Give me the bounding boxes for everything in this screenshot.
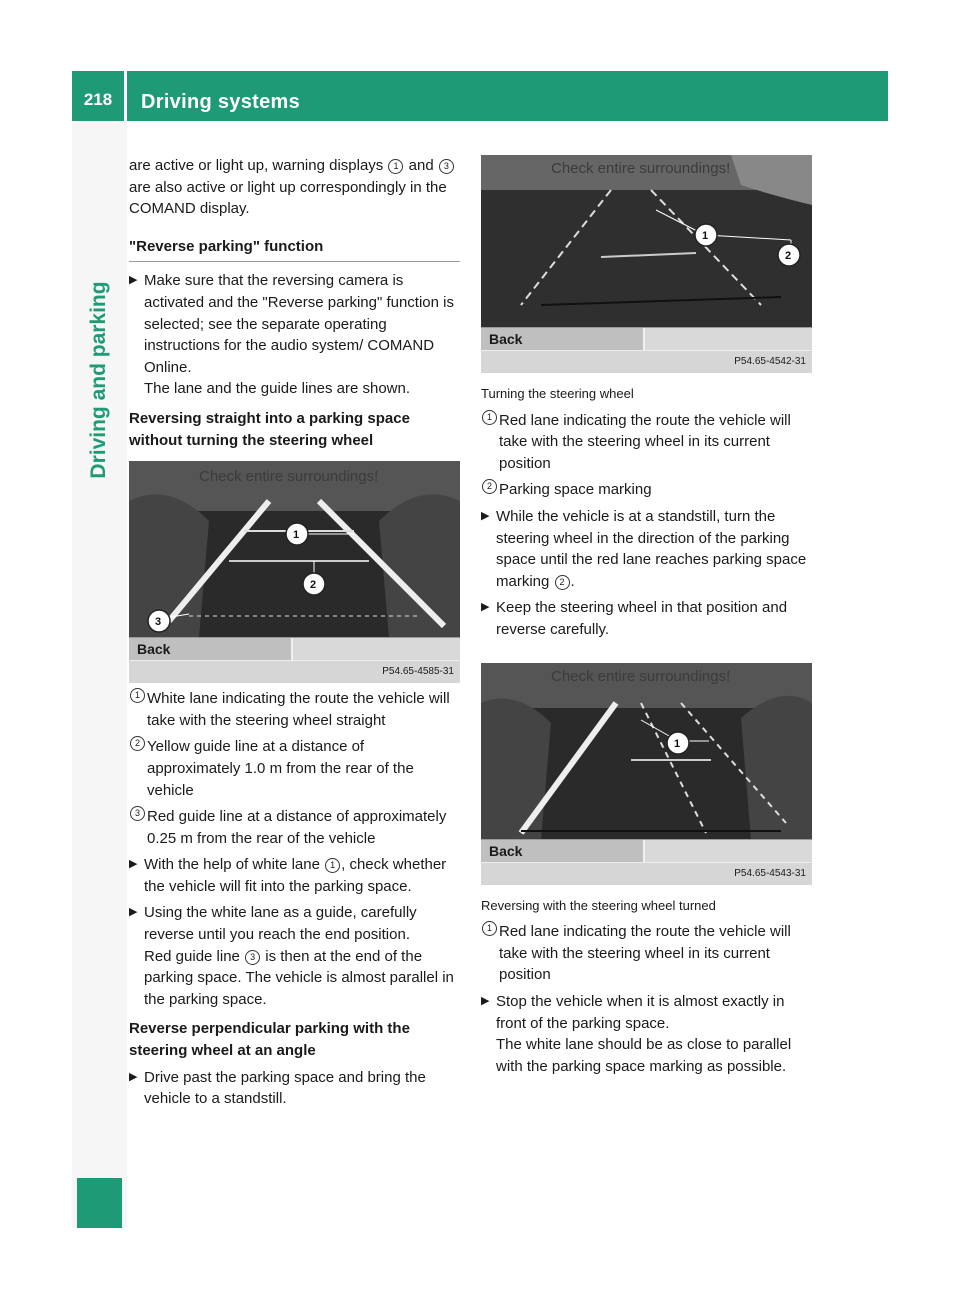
marker-3 bbox=[148, 610, 170, 632]
legend-text: Red lane indicating the route the vehicle will take with the steering wheel in its current position bbox=[499, 411, 791, 472]
triangle-right-icon: ▶ bbox=[129, 858, 138, 871]
legend-text: Parking space marking bbox=[499, 481, 652, 499]
legend-text: Red lane indicating the route the vehicle will take with the steering wheel in its current position bbox=[499, 923, 791, 984]
marker-1 bbox=[286, 523, 308, 545]
marker-1 bbox=[667, 732, 689, 754]
marker-1 bbox=[695, 224, 717, 246]
intro-text-c: are also active or light up correspondingly bbox=[129, 178, 406, 196]
svg-text:1: 1 bbox=[293, 529, 300, 542]
figure-caption: Reversing with the steering wheel turned bbox=[481, 897, 716, 913]
svg-text:1: 1 bbox=[702, 230, 709, 242]
camera-screen-straight bbox=[129, 461, 460, 683]
step-text: Drive past the parking space and bring the vehicle to a standstill. bbox=[144, 1068, 426, 1108]
camera-bar bbox=[129, 637, 460, 660]
marker-2: 2 bbox=[130, 736, 145, 751]
step-text: Stop the vehicle when it is almost exactly in front of the parking space. bbox=[496, 992, 785, 1032]
triangle-right-icon: ▶ bbox=[129, 906, 138, 919]
subheading: Reversing straight into a parking space without turning the steering wheel bbox=[129, 409, 410, 449]
triangle-right-icon: ▶ bbox=[129, 274, 138, 287]
intro-paragraph bbox=[129, 155, 460, 220]
camera-bar bbox=[481, 839, 812, 862]
figure-caption: Turning the steering wheel bbox=[481, 386, 634, 401]
step-item bbox=[481, 597, 812, 640]
image-reference: P54.65-4542-31 bbox=[481, 350, 812, 373]
step-text: While the vehicle is at a standstill, turn the steering wheel in the direction of the parking space until the red lane reaches parking space marking bbox=[496, 507, 807, 590]
step-result: The white lane should be as close to parallel with the parking space marking as possible. bbox=[496, 1036, 792, 1075]
marker-3: 3 bbox=[245, 950, 260, 965]
marker-3: 3 bbox=[439, 159, 454, 174]
legend-item bbox=[481, 479, 812, 501]
marker-3: 3 bbox=[130, 806, 145, 821]
camera-overlay-text: Check entire surroundings! bbox=[551, 160, 731, 177]
svg-text:3: 3 bbox=[155, 616, 162, 629]
legend-item bbox=[481, 410, 812, 475]
side-tab-marker bbox=[77, 1178, 122, 1228]
marker-2 bbox=[303, 573, 325, 595]
step-result bbox=[144, 946, 460, 1011]
back-button[interactable]: Back bbox=[481, 328, 645, 350]
marker-2: 2 bbox=[482, 479, 497, 494]
camera-image bbox=[481, 663, 812, 839]
camera-screen-turning bbox=[481, 155, 812, 373]
marker-1: 1 bbox=[130, 688, 145, 703]
step-item bbox=[481, 991, 812, 1077]
marker-1: 1 bbox=[482, 921, 497, 936]
image-reference: P54.65-4585-31 bbox=[129, 660, 460, 683]
step-text: , check whether the vehicle will fit into the parking space. bbox=[144, 856, 447, 895]
step-text: With the help of white lane bbox=[144, 856, 320, 874]
legend-item bbox=[129, 736, 460, 801]
camera-overlay-text: Check entire surroundings! bbox=[199, 468, 379, 486]
step-item bbox=[129, 902, 460, 1010]
triangle-right-icon: ▶ bbox=[129, 1070, 138, 1083]
intro-text-a: are active or light up, warning displays bbox=[129, 157, 384, 174]
step-item bbox=[129, 854, 460, 897]
svg-text:1: 1 bbox=[674, 737, 681, 750]
camera-screen-reversing bbox=[481, 663, 812, 885]
legend-item bbox=[481, 921, 812, 986]
step-result: The lane and the guide lines are shown. bbox=[144, 380, 411, 398]
side-tab-label: Driving and parking bbox=[87, 281, 110, 479]
legend-item bbox=[129, 688, 460, 731]
camera-image bbox=[129, 461, 460, 637]
step-text: Make sure that the reversing camera is activated and the "Reverse parking" function is selected; see the separate operating instructions for the audio system/ COMAND Online. bbox=[144, 272, 454, 376]
step-item bbox=[129, 270, 460, 400]
step-result-text: Red guide line bbox=[144, 947, 240, 965]
image-reference: P54.65-4543-31 bbox=[481, 862, 812, 885]
legend-text: Red guide line at a distance of approximately 0.25 m from the rear of the vehicle bbox=[147, 808, 447, 847]
step-text: Using the white lane as a guide, carefully reverse until you reach the end position. bbox=[144, 904, 417, 944]
step-item: ▶ While the vehicle is at a standstill, turn the steering wheel in the direction of the parking space until the red lane reaches parking space marking 2 . bbox=[481, 507, 807, 590]
legend-text: White lane indicating the route the vehicle will take with the steering wheel straight bbox=[147, 690, 450, 729]
svg-text:2: 2 bbox=[310, 579, 317, 592]
marker-1: 1 bbox=[482, 410, 497, 425]
camera-overlay-text: Check entire surroundings! bbox=[551, 667, 731, 685]
section-title: "Reverse parking" function bbox=[129, 236, 460, 263]
back-button[interactable]: Back bbox=[129, 638, 293, 660]
svg-text:2: 2 bbox=[785, 250, 792, 262]
legend-item bbox=[129, 806, 460, 849]
marker-1: 1 bbox=[325, 858, 340, 873]
back-button[interactable]: Back bbox=[481, 840, 645, 862]
step-result-text: is then at the end of the parking space. The vehicle is almost parallel in the parking space. bbox=[144, 947, 454, 1008]
marker-1: 1 bbox=[388, 159, 403, 174]
marker-2 bbox=[778, 244, 800, 266]
header-separator bbox=[124, 71, 127, 121]
page-number: 218 bbox=[83, 90, 113, 109]
step-text: Keep the steering wheel in that position and reverse carefully. bbox=[496, 599, 788, 638]
subheading: Reverse perpendicular parking with the steering wheel at an angle bbox=[129, 1020, 410, 1060]
left-column bbox=[129, 155, 460, 1110]
camera-image bbox=[481, 155, 812, 327]
triangle-right-icon: ▶ bbox=[481, 601, 490, 614]
marker-2: 2 bbox=[555, 575, 570, 590]
legend-text: Yellow guide line at a distance of approximately 1.0 m from the rear of the vehicle bbox=[147, 738, 414, 799]
camera-bar bbox=[481, 327, 812, 350]
right-column bbox=[481, 155, 812, 1077]
intro-text-d: in the COMAND display. bbox=[129, 178, 447, 218]
step-item bbox=[129, 1067, 460, 1110]
intro-text-b: and bbox=[408, 157, 434, 174]
triangle-right-icon: ▶ bbox=[481, 994, 490, 1007]
triangle-right-icon: ▶ bbox=[481, 509, 490, 522]
section-header-title: Driving systems bbox=[141, 91, 301, 113]
